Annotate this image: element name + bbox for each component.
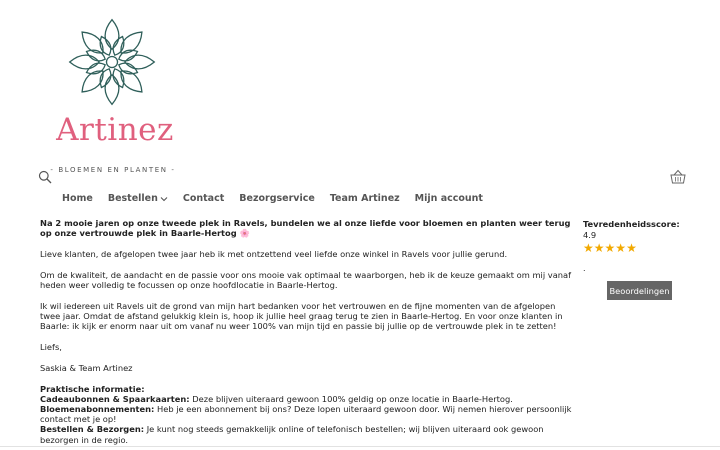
practical-item-label: Bloemenabonnementen: [40,404,155,414]
practical-item-label: Cadeaubonnen & Spaarkaarten: [40,393,190,404]
paragraph: Liefs, [40,342,62,352]
rating-stars [583,242,680,254]
brand-tagline: - BLOEMEN EN PLANTEN - [50,166,176,174]
practical-info [40,384,572,445]
star-icon: ★ [583,241,594,255]
nav-item-contact[interactable] [183,193,224,204]
intro-heading: Na 2 mooie jaren op onze tweede plek in Ravels, bundelen we al onze liefde voor bloemen en planten weer terug op onze vertrouwde plek in Baarle-Hertog 🌸 [40,218,571,239]
nav-item-mijn-account[interactable] [415,193,483,204]
nav-item-team-artinez[interactable] [330,193,400,204]
nav-item-label: Contact [182,193,225,204]
nav-item-label: Bestellen [107,193,158,204]
brand-name: Artinez [56,112,174,148]
basket-icon[interactable] [670,169,686,185]
paragraph: Lieve klanten, de afgelopen twee jaar heb ik met ontzettend veel liefde onze winkel in Ravels voor jullie gerund. [40,249,508,259]
rating-title: Tevredenheidsscore: [583,219,680,229]
main-navigation [62,193,498,204]
star-icon: ★ [593,241,605,255]
nav-item-home[interactable] [62,193,93,204]
practical-item [40,394,572,404]
star-icon: ★ [604,241,616,255]
paragraph: Saskia & Team Artinez [40,362,133,373]
nav-item-label: Home [62,193,93,204]
paragraph: Om de kwaliteit, de aandacht en de passie voor ons mooie vak optimaal te waarborgen, heb ik de keuze gemaakt om mij vanaf heden weer volledig te focussen op onze hoofdlocatie in Baarle-Hertog. [40,269,572,290]
paragraph: Ik wil iedereen uit Ravels uit de grond van mijn hart bedanken voor het vertrouwen en de fijne momenten van de afgelopen twee jaar. Omdat de afstand gelukkig klein is, hoop ik jullie heel graag terug te zien in Baarle-Hertog. En voor onze klanten in Baarle: ik kijk er enorm naar uit om vanaf nu weer 100% van mijn tijd en passie bij jullie op de vertrouwde plek in te zetten! [40,300,563,332]
rating-widget [583,219,680,273]
chevron-down-icon [160,195,168,203]
practical-item [40,424,572,444]
star-icon: ★ [626,241,637,255]
nav-item-bezorgservice[interactable] [239,193,315,204]
practical-item-text: Deze blijven uiteraard gewoon 100% geldig op onze locatie in Baarle-Hertog. [189,393,513,404]
nav-item-bestellen[interactable] [108,193,168,204]
practical-item-text: Heb je een abonnement bij ons? Deze lopen uiteraard gewoon door. Wij nemen hierover persoonlijk contact met je op! [40,404,572,425]
rating-dot: . [583,264,586,273]
search-icon[interactable] [38,170,52,184]
practical-heading: Praktische informatie: [40,383,145,394]
nav-item-label: Team Artinez [329,193,400,204]
nav-item-label: Mijn account [414,193,483,204]
rating-score: 4.9 [583,230,597,240]
practical-item-text: Je kunt nog steeds gemakkelijk online of telefonisch bestellen; wij blijven uiteraard ook gewoon bezorgen in de regio. [40,424,544,445]
reviews-button[interactable]: Beoordelingen [607,281,672,300]
practical-item-label: Bestellen & Bezorgen: [40,424,145,435]
nav-item-label: Bezorgservice [239,193,315,204]
practical-item [40,404,572,424]
divider [0,446,720,447]
star-icon: ★ [615,241,627,255]
main-content [40,218,572,445]
flower-mandala-icon [66,16,158,108]
